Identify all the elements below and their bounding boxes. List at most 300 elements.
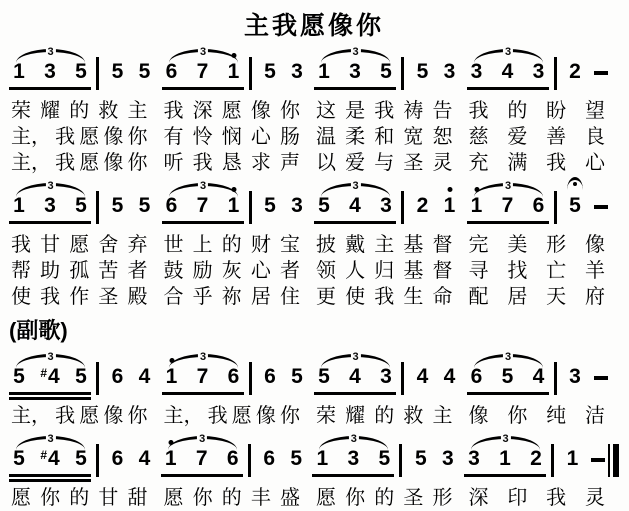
lyric-syllable: 慈 — [468, 126, 489, 148]
lyric-syllable: 居 — [250, 286, 271, 308]
note-digit: 5 — [138, 194, 151, 217]
note-digit: 7 — [196, 60, 209, 83]
notation-row — [9, 46, 619, 98]
lyric-syllable: 你 — [40, 487, 61, 509]
octave-dot-icon — [447, 187, 452, 192]
octave-dot-icon — [231, 53, 236, 58]
lyric-syllable: 使 — [345, 286, 366, 308]
note-digit: 3 — [380, 194, 392, 217]
beam-line — [464, 474, 546, 477]
lyric-syllable: 乎 — [192, 286, 213, 308]
lyric-syllable: 使 — [11, 286, 31, 308]
triplet-number: 3 — [199, 46, 207, 58]
lyric-syllable: 我 — [55, 126, 76, 148]
barline — [401, 57, 404, 90]
lyrics-phrase — [9, 285, 162, 310]
dash-rest — [594, 205, 608, 209]
lyrics-row — [9, 233, 619, 258]
lyric-syllable: 作 — [69, 286, 90, 308]
lyric-syllable: 你 — [345, 487, 366, 509]
lyric-syllable: 救 — [403, 405, 424, 427]
lyrics-phrase — [162, 486, 315, 511]
beam-line — [312, 474, 394, 477]
triplet-number: 3 — [199, 351, 207, 363]
barline — [248, 444, 251, 477]
lyric-syllable: 助 — [40, 260, 61, 282]
lyrics-row — [9, 99, 619, 124]
lyric-syllable: 望 — [584, 100, 605, 122]
lyric-syllable: 愿 — [163, 487, 184, 509]
note-digit: 6 — [111, 447, 124, 470]
note-digit: 5 — [75, 60, 87, 83]
note-digit: 1 — [226, 194, 242, 218]
lyric-syllable: 的 — [221, 234, 242, 256]
lyric-syllable: 以 — [316, 152, 336, 174]
lyrics-phrase — [467, 259, 620, 284]
lyric-syllable: 像 — [468, 405, 489, 427]
lyric-syllable: 纯 — [546, 405, 567, 427]
lyric-syllable: 的 — [374, 405, 395, 427]
triplet-notes — [11, 60, 89, 84]
note-digit: 5 — [13, 365, 25, 388]
barline — [399, 444, 402, 477]
lyric-syllable: 我 — [207, 405, 228, 427]
lyric-syllable: 心 — [584, 152, 605, 174]
lyric-syllable: 主， — [11, 152, 51, 174]
octave-dot-icon — [168, 440, 173, 445]
note-digit: 4 — [443, 365, 456, 388]
chorus-label: (副歌) — [9, 318, 68, 343]
triplet-notes — [316, 60, 394, 84]
note-digit: 3 — [470, 60, 483, 83]
note-digit: 1 — [13, 194, 25, 217]
lyric-syllable: 合 — [163, 286, 184, 308]
note-digit: 1 — [437, 194, 462, 232]
triplet-group — [162, 351, 248, 403]
note-digit: 3 — [532, 60, 545, 83]
lyric-syllable: 我 — [468, 100, 489, 122]
triplet-group — [467, 180, 553, 232]
triplet-number: 3 — [352, 351, 359, 363]
lyric-syllable: 灵 — [432, 152, 453, 174]
lyric-syllable: 圣 — [403, 152, 424, 174]
note-digit: #4 — [40, 365, 60, 388]
chorus-systems — [9, 351, 619, 511]
barline — [249, 362, 252, 395]
lyric-syllable: 灵 — [584, 487, 605, 509]
note-digit: 4 — [532, 365, 545, 388]
lyric-syllable: 和 — [374, 126, 395, 148]
note-digit: 6 — [227, 365, 240, 388]
lyric-syllable: 像 — [250, 100, 271, 122]
lyrics-phrase — [467, 233, 620, 258]
lyric-syllable: 我 — [374, 100, 395, 122]
verse-systems — [9, 46, 619, 310]
page-title: 主我愿像你 — [243, 12, 384, 40]
note-digit: 6 — [165, 60, 178, 83]
lyrics-phrase — [314, 486, 467, 511]
lyric-syllable: 居 — [507, 286, 528, 308]
lyric-syllable: 像 — [584, 234, 605, 256]
final-barline — [608, 444, 619, 477]
lyrics-phrase — [9, 404, 162, 429]
triplet-number: 3 — [504, 351, 512, 363]
lyric-syllable: 深 — [192, 100, 213, 122]
triplet-group — [162, 46, 248, 98]
lyric-syllable: 更 — [316, 286, 336, 308]
lyric-syllable: 愿 — [231, 405, 252, 427]
note-digit: 7 — [196, 365, 209, 388]
lyric-syllable: 归 — [374, 260, 395, 282]
lyric-syllable: 你 — [280, 405, 300, 427]
triplet-group — [162, 180, 248, 232]
measure-column — [467, 46, 620, 98]
note-digit: 3 — [44, 60, 56, 83]
lyric-syllable: 你 — [127, 126, 148, 148]
lyric-syllable: 苦 — [98, 260, 119, 282]
lyric-syllable: 像 — [255, 405, 276, 427]
notation-row — [9, 351, 619, 403]
note-digit: 4 — [349, 365, 361, 388]
triplet-notes — [11, 194, 89, 218]
beam-line — [9, 392, 91, 395]
triplet-group — [9, 180, 95, 232]
lyric-syllable: 耀 — [40, 100, 61, 122]
triplet-group — [9, 46, 95, 98]
note-digit: 5 — [75, 194, 87, 217]
lyric-syllable: 找 — [507, 260, 528, 282]
note-digit: 4 — [138, 447, 151, 470]
triplet-number: 3 — [199, 180, 207, 192]
lyric-syllable: 主 — [127, 100, 148, 122]
note-digit: 3 — [569, 365, 581, 388]
lyric-syllable: 愿 — [11, 487, 31, 509]
notation-system — [9, 433, 619, 511]
triplet-group — [9, 433, 95, 485]
lyric-syllable: 者 — [127, 260, 148, 282]
lyrics-phrase — [9, 151, 162, 176]
beam-line — [467, 392, 549, 395]
barline — [554, 362, 557, 395]
lyric-syllable: 与 — [374, 152, 395, 174]
lyric-syllable: 盼 — [546, 100, 567, 122]
lyric-syllable: 主， — [11, 405, 51, 427]
beam-line-2 — [9, 479, 91, 482]
beam-line — [9, 87, 91, 90]
triplet-notes — [164, 60, 242, 84]
lyric-syllable: 心 — [250, 260, 271, 282]
barline — [249, 191, 252, 224]
beam-line — [314, 221, 396, 224]
notation-system — [9, 46, 619, 176]
measure-column — [161, 433, 313, 485]
beam-line — [467, 87, 549, 90]
lyric-syllable: 宝 — [280, 234, 300, 256]
note-digit: 1 — [499, 447, 511, 470]
lyric-syllable: 耀 — [345, 405, 366, 427]
triplet-number: 3 — [350, 433, 357, 445]
note-digit: 5 — [416, 60, 429, 83]
note-digit: 4 — [349, 194, 361, 217]
beam-line — [162, 87, 244, 90]
triplet-group — [467, 46, 553, 98]
lyric-syllable: 命 — [432, 286, 453, 308]
lyrics-phrase — [9, 486, 162, 511]
lyrics-phrase — [314, 99, 467, 124]
barline — [96, 362, 99, 395]
lyric-syllable: 殿 — [127, 286, 148, 308]
beam-line-2 — [9, 397, 91, 400]
note-digit: 2 — [416, 194, 429, 217]
lyric-syllable: 府 — [584, 286, 605, 308]
note-digit: 5 — [380, 60, 392, 83]
lyric-syllable: 这 — [316, 100, 336, 122]
triplet-notes — [469, 365, 547, 389]
lyrics-phrase — [314, 285, 467, 310]
lyric-syllable: 领 — [316, 260, 336, 282]
lyric-syllable: 愿 — [316, 487, 336, 509]
triplet-notes — [11, 365, 89, 391]
lyrics-row — [9, 486, 619, 511]
barline — [96, 444, 99, 477]
lyric-syllable: 爱 — [507, 126, 528, 148]
note-digit: 3 — [442, 447, 454, 470]
notation-row — [9, 180, 619, 232]
lyric-syllable: 主， — [163, 405, 204, 427]
lyric-syllable: 的 — [69, 487, 90, 509]
note-digit: 2 — [530, 447, 542, 470]
lyric-syllable: 披 — [316, 234, 336, 256]
lyric-syllable: 温 — [316, 126, 336, 148]
measure-column — [9, 180, 162, 232]
barline — [401, 362, 404, 395]
lyric-syllable: 救 — [98, 100, 119, 122]
dash-rest — [594, 71, 608, 75]
lyric-syllable: 主 — [374, 234, 395, 256]
lyric-syllable: 深 — [468, 487, 489, 509]
note-digit: 6 — [264, 365, 276, 388]
lyrics-phrase — [162, 233, 315, 258]
triplet-notes — [316, 365, 394, 389]
note-digit: 3 — [291, 194, 303, 217]
lyric-syllable: 配 — [468, 286, 489, 308]
note-digit: 6 — [226, 447, 239, 470]
lyric-syllable: 鼓 — [163, 260, 184, 282]
note-digit: 5 — [318, 365, 330, 388]
lyric-syllable: 恕 — [432, 126, 453, 148]
note-digit: 5 — [291, 365, 303, 388]
lyrics-phrase — [9, 99, 162, 124]
lyric-syllable: 求 — [250, 152, 271, 174]
triplet-group — [464, 433, 550, 485]
lyric-syllable: 愿 — [79, 405, 100, 427]
lyric-syllable: 弃 — [127, 234, 148, 256]
note-digit: 3 — [380, 365, 392, 388]
barline — [551, 444, 554, 477]
beam-line — [162, 392, 244, 395]
lyrics-phrase — [162, 285, 315, 310]
lyric-syllable: 形 — [432, 487, 453, 509]
lyrics-row — [9, 285, 619, 310]
lyrics-phrase — [314, 125, 467, 150]
measure-column — [162, 351, 315, 403]
triplet-number: 3 — [504, 180, 512, 192]
lyric-syllable: 宽 — [403, 126, 424, 148]
lyric-syllable: 戴 — [345, 234, 366, 256]
lyrics-row — [9, 125, 619, 150]
lyrics-row — [9, 259, 619, 284]
note-digit: 5 — [111, 60, 124, 83]
beam-line — [162, 221, 244, 224]
lyric-syllable: 圣 — [403, 487, 424, 509]
lyrics-phrase — [467, 285, 620, 310]
note-digit: 5 — [138, 60, 151, 83]
lyric-syllable: 满 — [507, 152, 528, 174]
triplet-number: 3 — [199, 433, 206, 445]
lyric-syllable: 柔 — [345, 126, 366, 148]
lyric-syllable: 你 — [127, 405, 148, 427]
triplet-notes — [164, 194, 242, 218]
lyrics-row — [9, 151, 619, 176]
lyrics-phrase — [467, 151, 620, 176]
note-digit: 3 — [468, 447, 480, 470]
measure-column — [467, 351, 620, 403]
lyric-syllable: 甘 — [40, 234, 61, 256]
octave-dot-icon — [231, 187, 236, 192]
octave-dot-icon — [169, 358, 174, 363]
lyric-syllable: 完 — [468, 234, 489, 256]
note-digit: 3 — [349, 60, 361, 83]
lyric-syllable: 声 — [280, 152, 300, 174]
lyric-syllable: 充 — [468, 152, 489, 174]
barline — [96, 57, 99, 90]
lyric-syllable: 我 — [55, 152, 76, 174]
lyric-syllable: 良 — [584, 126, 605, 148]
lyrics-phrase — [9, 233, 162, 258]
triplet-number: 3 — [47, 433, 54, 445]
lyric-syllable: 愿 — [79, 126, 100, 148]
note-digit: 5 — [75, 365, 87, 388]
note-digit: 1 — [469, 194, 485, 218]
triplet-group — [161, 433, 247, 485]
triplet-group — [314, 46, 400, 98]
lyrics-phrase — [314, 404, 467, 429]
note-digit: 7 — [196, 194, 209, 217]
note-digit: 4 — [416, 365, 429, 388]
lyric-syllable: 我 — [11, 234, 31, 256]
triplet-notes — [469, 60, 547, 84]
note-digit: 3 — [347, 447, 360, 470]
measure-column — [312, 433, 464, 485]
measure-column — [314, 180, 467, 232]
barline — [249, 57, 252, 90]
lyric-syllable: 心 — [250, 126, 271, 148]
lyric-syllable: 基 — [403, 260, 424, 282]
note-digit: 1 — [13, 60, 25, 83]
lyric-syllable: 像 — [103, 152, 124, 174]
note-digit: 5 — [563, 194, 588, 232]
lyric-syllable: 祷 — [403, 100, 424, 122]
note-digit: 6 — [263, 447, 276, 470]
lyric-syllable: 祢 — [221, 286, 242, 308]
lyric-syllable: 亡 — [546, 260, 567, 282]
lyrics-phrase — [467, 99, 620, 124]
lyric-syllable: 丰 — [250, 487, 271, 509]
note-digit: 2 — [569, 60, 581, 83]
lyric-syllable: 像 — [103, 405, 124, 427]
measure-column — [9, 46, 162, 98]
note-digit: 6 — [111, 365, 124, 388]
lyric-syllable: 督 — [432, 234, 453, 256]
lyrics-phrase — [162, 404, 315, 429]
beam-line — [467, 221, 549, 224]
lyric-syllable: 善 — [546, 126, 567, 148]
lyric-syllable: 孤 — [69, 260, 90, 282]
lyrics-phrase — [9, 259, 162, 284]
lyric-syllable: 告 — [432, 100, 453, 122]
fermata-icon — [567, 177, 583, 190]
final-barline-thick — [613, 444, 619, 477]
note-digit: 7 — [501, 194, 514, 217]
lyrics-phrase — [9, 125, 162, 150]
lyric-syllable: 上 — [192, 234, 213, 256]
measure-column — [162, 180, 315, 232]
barline — [96, 191, 99, 224]
lyric-syllable: 的 — [221, 487, 242, 509]
sharp-icon: # — [40, 366, 47, 380]
note-digit: 5 — [13, 447, 25, 470]
lyric-syllable: 愿 — [221, 100, 242, 122]
triplet-group — [314, 351, 400, 403]
triplet-number: 3 — [47, 46, 54, 58]
lyric-syllable: 有 — [163, 126, 184, 148]
lyric-syllable: 是 — [345, 100, 366, 122]
lyrics-phrase — [467, 125, 620, 150]
note-digit: 5 — [290, 447, 303, 470]
triplet-number: 3 — [352, 46, 359, 58]
lyric-syllable: 的 — [69, 100, 90, 122]
sharp-icon: # — [40, 448, 47, 462]
lyric-syllable: 像 — [103, 126, 124, 148]
lyric-syllable: 圣 — [98, 286, 119, 308]
triplet-group — [314, 180, 400, 232]
lyric-syllable: 你 — [507, 405, 528, 427]
note-digit: #4 — [40, 447, 60, 470]
lyric-syllable: 你 — [280, 100, 300, 122]
lyric-syllable: 帮 — [11, 260, 31, 282]
lyric-syllable: 督 — [432, 260, 453, 282]
lyric-syllable: 我 — [192, 152, 213, 174]
lyrics-phrase — [467, 486, 620, 511]
lyric-syllable: 灰 — [221, 260, 242, 282]
note-digit: 6 — [165, 194, 178, 217]
beam-line — [314, 392, 396, 395]
triplet-group — [312, 433, 398, 485]
lyric-syllable: 印 — [507, 487, 528, 509]
beam-line — [161, 474, 243, 477]
note-digit: 5 — [501, 365, 514, 388]
notation-row — [9, 433, 619, 485]
lyric-syllable: 我 — [546, 152, 567, 174]
measure-column — [314, 46, 467, 98]
note-digit: 4 — [501, 60, 514, 83]
lyrics-phrase — [162, 125, 315, 150]
lyric-syllable: 主， — [11, 126, 51, 148]
note-digit: 1 — [164, 365, 180, 389]
lyrics-phrase — [314, 259, 467, 284]
lyric-syllable: 我 — [55, 405, 76, 427]
note-digit: 6 — [470, 365, 483, 388]
